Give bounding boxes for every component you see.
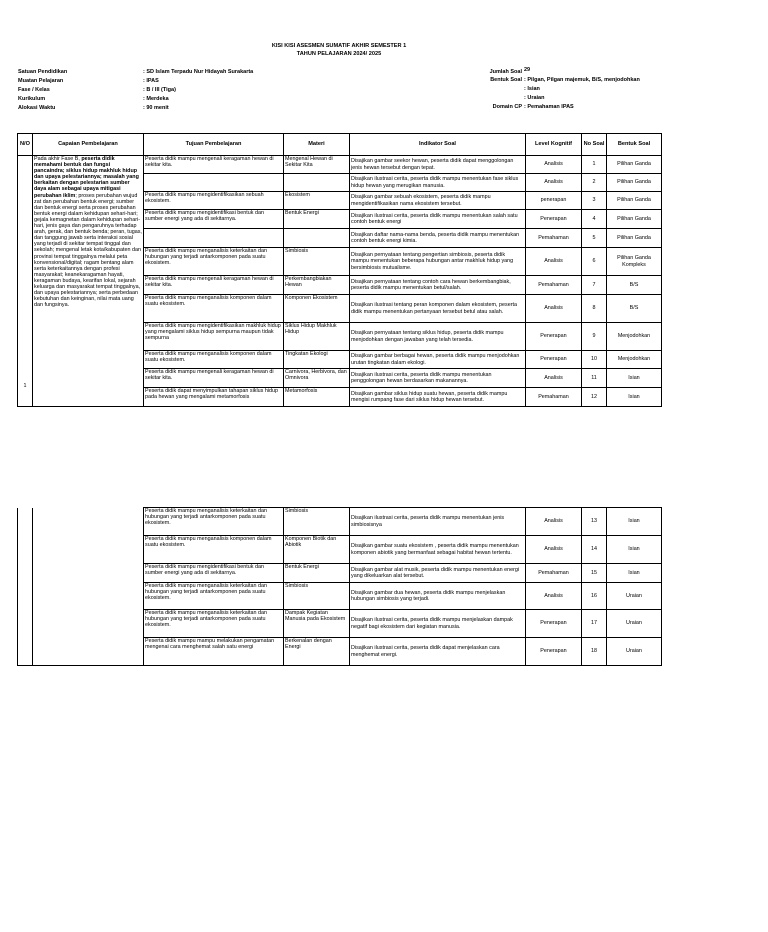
header-indikator-soal: Indikator Soal — [350, 134, 526, 156]
tujuan-pembelajaran-cell: Peserta didik mampu menganalisis keterkaitan dan hubungan yang terjadi antarkomponen pada suatu ekosistem. — [144, 583, 284, 610]
header-no-soal: No Soal — [582, 134, 607, 156]
identity-value-muatan-pelajaran: : IPAS — [143, 78, 159, 84]
capaian-pembelajaran-cell — [33, 156, 144, 407]
no-soal-cell: 5 — [582, 229, 607, 248]
capaian-pembelajaran-cell-continued — [33, 508, 144, 666]
materi-cell: Tingkatan Ekologi — [284, 351, 350, 369]
bentuk-soal-cell: Pilihan Ganda Kompleks — [607, 248, 662, 276]
header-materi: Materi — [284, 134, 350, 156]
bentuk-soal-cell: Uraian — [607, 610, 662, 638]
tujuan-pembelajaran-cell: Peserta didik mampu mengidentifikasi bentuk dan sumber energi yang ada di sekitarnya. — [144, 564, 284, 583]
materi-cell: Perkembangbiakan Hewan — [284, 276, 350, 295]
table-header-row — [18, 134, 662, 156]
nomor-cell — [18, 156, 33, 407]
bentuk-soal-cell: Pilihan Ganda — [607, 229, 662, 248]
materi-cell: Dampak Kegiatan Manusia pada Ekosistem — [284, 610, 350, 638]
tujuan-pembelajaran-cell: Peserta didik mampu mengidentifikasikan makhluk hidup yang mengalami siklus hidup sempurna maupun tidak sempurna — [144, 323, 284, 351]
tujuan-pembelajaran-cell: Peserta didik mampu menganalisis keterkaitan dan hubungan yang terjadi antarkomponen pada suatu ekosistem. — [144, 508, 284, 536]
bentuk-soal-value-isian: : Isian — [524, 86, 540, 92]
level-kognitif-cell: Analisis — [526, 295, 582, 323]
bentuk-soal-cell: B/S — [607, 295, 662, 323]
level-kognitif-cell: Analisis — [526, 508, 582, 536]
capaian-key-text: peserta didik memahami bentuk dan fungsi pancaindra; siklus hidup makhluk hidup dan upaya pelestariannya; masalah yang berkaitan dengan pelestarian sumber daya alam sebagai upaya mitigasi perubahan iklim — [34, 156, 139, 199]
identity-value-alokasi-waktu: : 90 menit — [143, 105, 169, 111]
level-kognitif-cell: Analisis — [526, 248, 582, 276]
materi-cell: Siklus Hidup Makhluk Hidup — [284, 323, 350, 351]
materi-cell: Komponen Biotik dan Abiotik — [284, 536, 350, 564]
level-kognitif-cell: Analisis — [526, 156, 582, 174]
level-kognitif-cell: Analisis — [526, 583, 582, 610]
tujuan-pembelajaran-cell: Peserta didik mampu menganalisis komponen dalam suatu ekosistem. — [144, 351, 284, 369]
tujuan-pembelajaran-cell: Peserta didik dapat menyimpulkan tahapan siklus hidup pada hewan yang mengalami metamorfosis — [144, 388, 284, 407]
header-no: N/O — [18, 134, 33, 156]
materi-cell: Metamorfosis — [284, 388, 350, 407]
indikator-soal-cell: Disajikan pernyataan tentang siklus hidup, peserta didik mampu menjodohkan dengan jawaban yang telah tersedia. — [350, 323, 526, 351]
table-row-13 — [18, 508, 662, 536]
jumlah-soal-label: Jumlah Soal — [489, 69, 522, 75]
materi-cell: Simbiosis — [284, 583, 350, 610]
level-kognitif-cell: Pemahaman — [526, 229, 582, 248]
materi-cell — [284, 174, 350, 192]
header-bentuk-soal: Bentuk Soal — [607, 134, 662, 156]
no-soal-cell: 14 — [582, 536, 607, 564]
bentuk-soal-cell: Menjodohkan — [607, 323, 662, 351]
table-row-1 — [18, 156, 662, 174]
identity-label-muatan-pelajaran: Muatan Pelajaran — [18, 78, 64, 84]
no-soal-cell: 17 — [582, 610, 607, 638]
tujuan-pembelajaran-cell — [144, 229, 284, 248]
indikator-soal-cell: Disajikan ilustrasi cerita, peserta didik mampu menentukan fase siklus hidup hewan yang merugikan manusia. — [350, 174, 526, 192]
bentuk-soal-cell: Isian — [607, 369, 662, 388]
no-soal-cell: 15 — [582, 564, 607, 583]
materi-cell: Ekosistem — [284, 192, 350, 210]
identity-value-satuan-pendidikan: : SD Islam Terpadu Nur Hidayah Surakarta — [143, 69, 254, 75]
bentuk-soal-cell: Uraian — [607, 583, 662, 610]
level-kognitif-cell: Penerapan — [526, 323, 582, 351]
tujuan-pembelajaran-cell: Peserta didik mampu menganalisis keterkaitan dan hubungan yang terjadi antarkomponen pada suatu ekosistem. — [144, 248, 284, 276]
indikator-soal-cell: Disajikan pernyataan tentang contoh cara hewan berkembangbiak, peserta didik mampu menentukan betul/salah. — [350, 276, 526, 295]
identity-label-satuan-pendidikan: Satuan Pendidikan — [18, 69, 68, 75]
materi-cell: Komponen Ekosistem — [284, 295, 350, 323]
table-body-page-1 — [18, 156, 662, 407]
indikator-soal-cell: Disajikan gambar suatu ekosistem , peserta didik mampu menentukan komponen abiotik yang bermanfaat sebagai habitat hewan tertentu. — [350, 536, 526, 564]
tujuan-pembelajaran-cell: Peserta didik mampu menganalisis komponen dalam suatu ekosistem. — [144, 295, 284, 323]
document-subtitle: TAHUN PELAJARAN 2024/ 2025 — [296, 51, 382, 57]
bentuk-soal-cell: Pilihan Ganda — [607, 174, 662, 192]
bentuk-soal-cell: Isian — [607, 388, 662, 407]
identity-label-fase-kelas: Fase / Kelas — [18, 87, 50, 93]
no-soal-cell: 16 — [582, 583, 607, 610]
bentuk-soal-cell: B/S — [607, 276, 662, 295]
tujuan-pembelajaran-cell: Peserta didik mampu mengenali keragaman hewan di sekitar kita. — [144, 156, 284, 174]
level-kognitif-cell: Penerapan — [526, 610, 582, 638]
kisi-table-page-1 — [17, 133, 662, 407]
tujuan-pembelajaran-cell: Peserta didik mampu mengidentifikasi bentuk dan sumber energi yang ada di sekitarnya. — [144, 210, 284, 229]
tujuan-pembelajaran-cell: Peserta didik mampu mampu melakukan pengamatan mengenai cara menghemat salah satu energi — [144, 638, 284, 666]
indikator-soal-cell: Disajikan ilustrasi tentang peran komponen dalam ekosistem, peserta didik mampu menentukan pertanyaan tersebut betul atau salah. — [350, 295, 526, 323]
level-kognitif-cell: Analisis — [526, 536, 582, 564]
materi-cell: Simbiosis — [284, 508, 350, 536]
bentuk-soal-cell: Pilihan Ganda — [607, 156, 662, 174]
indikator-soal-cell: Disajikan ilustrasi cerita, peserta didik mampu menjelaskan dampak negatif bagi ekosistem dari kegiatan manusia. — [350, 610, 526, 638]
bentuk-soal-cell: Isian — [607, 508, 662, 536]
materi-cell: Bentuk Energi — [284, 210, 350, 229]
tujuan-pembelajaran-cell: Peserta didik mampu menganalisis komponen dalam suatu ekosistem. — [144, 536, 284, 564]
no-soal-cell: 10 — [582, 351, 607, 369]
kisi-table-page-2 — [17, 507, 662, 666]
tujuan-pembelajaran-cell — [144, 174, 284, 192]
no-soal-cell: 13 — [582, 508, 607, 536]
no-soal-cell: 3 — [582, 192, 607, 210]
level-kognitif-cell: Analisis — [526, 369, 582, 388]
indikator-soal-cell: Disajikan gambar sebuah ekosistem, peserta didik mampu mengidentifikasikan nama ekosistem tersebut. — [350, 192, 526, 210]
no-soal-cell: 4 — [582, 210, 607, 229]
no-soal-cell: 1 — [582, 156, 607, 174]
bentuk-soal-cell: Pilihan Ganda — [607, 210, 662, 229]
capaian-rest-text: ; proses perubahan wujud zat dan perubahan bentuk energi; sumber dan bentuk energi serta proses perubahan bentuk energi dalam kehidupan sehari-hari; gejala kemagnetan dalam kehidupan sehari-hari, jenis gaya dan pengaruhnya terhadap arah, gerak, dan bentuk benda; peran, tugas, dan tanggung jawab serta interaksi sosial yang terjadi di sekitar tempat tinggal dan sekolah; mengenal letak kota/kabupaten dan provinsi tempat tinggalnya melalui peta konvensional/digital; ragam bentang alam serta keterkaitannya dengan profesi masyarakat; keanekaragaman hayati, keragaman budaya, kearifan lokal, sejarah keluarga dan masyarakat tempat tinggalnya, dan upaya pelestariannya; serta perbedaan kebutuhan dan keinginan, nilai mata uang dan fungsinya. — [34, 192, 142, 309]
indikator-soal-cell: Disajikan ilustrasi cerita, peserta didik mampu menentukan jenis simbiosisnya — [350, 508, 526, 536]
materi-cell: Mengenal Hewan di Sekitar Kita — [284, 156, 350, 174]
level-kognitif-cell: Pemahaman — [526, 564, 582, 583]
indikator-soal-cell: Disajikan gambar berbagai hewan, peserta didik mampu menjodohkan urutan tingkatan dalam ekologi. — [350, 351, 526, 369]
no-soal-cell: 12 — [582, 388, 607, 407]
level-kognitif-cell: Analisis — [526, 174, 582, 192]
level-kognitif-cell: penerapan — [526, 192, 582, 210]
identity-label-kurikulum: Kurikulum — [18, 96, 46, 102]
header-tujuan-pembelajaran: Tujuan Pembelajaran — [144, 134, 284, 156]
jumlah-soal-value: 29 — [524, 67, 531, 73]
indikator-soal-cell: Disajikan daftar nama-nama benda, peserta didik mampu menentukan contoh bentuk energi kimia. — [350, 229, 526, 248]
identity-label-alokasi-waktu: Alokasi Waktu — [18, 105, 56, 111]
header-level-kognitif: Level Kognitif — [526, 134, 582, 156]
materi-cell: Simbiosis — [284, 248, 350, 276]
no-soal-cell: 18 — [582, 638, 607, 666]
level-kognitif-cell: Pemahaman — [526, 388, 582, 407]
identity-value-kurikulum: : Merdeka — [143, 96, 169, 102]
level-kognitif-cell: Penerapan — [526, 351, 582, 369]
nomor-value: 1 — [23, 382, 27, 389]
domain-cp-value: : Pemahaman IPAS — [524, 104, 574, 110]
no-soal-cell: 8 — [582, 295, 607, 323]
tujuan-pembelajaran-cell: Peserta didik mampu menganalisis keterkaitan dan hubungan yang terjadi antarkomponen pada suatu ekosistem. — [144, 610, 284, 638]
identity-value-fase-kelas: : B / III (Tiga) — [143, 87, 176, 93]
nomor-cell-continued — [18, 508, 33, 666]
indikator-soal-cell: Disajikan gambar seekor hewan, peserta didik dapat menggolongan jenis hewan tersebut dengan tepat. — [350, 156, 526, 174]
level-kognitif-cell: Penerapan — [526, 210, 582, 229]
materi-cell — [284, 229, 350, 248]
no-soal-cell: 9 — [582, 323, 607, 351]
indikator-soal-cell: Disajikan pernyataan tentang pengertian simbiosis, peserta didik mampu menentukan beberapa hubungan antar makhluk hidup yang bersimbiosis mutualisme. — [350, 248, 526, 276]
tujuan-pembelajaran-cell: Peserta didik mampu mengidentifikasikan sebuah ekosistem. — [144, 192, 284, 210]
bentuk-soal-cell: Pilihan Ganda — [607, 192, 662, 210]
level-kognitif-cell: Pemahaman — [526, 276, 582, 295]
document-title: KISI KISI ASESMEN SUMATIF AKHIR SEMESTER 1 — [271, 43, 407, 49]
indikator-soal-cell: Disajikan ilustrasi cerita, peserta didik dapat menjelaskan cara menghemat energi. — [350, 638, 526, 666]
bentuk-soal-value-pilgan: : Pilgan, Pilgan majemuk, B/S, menjodohkan — [524, 77, 640, 83]
materi-cell: Berkenalan dengan Energi — [284, 638, 350, 666]
bentuk-soal-value-uraian: : Uraian — [524, 95, 545, 101]
indikator-soal-cell: Disajikan gambar siklus hidup suatu hewan, peserta didik mampu mengisi rumpang fase dari siklus hidup hewan tersebut. — [350, 388, 526, 407]
no-soal-cell: 2 — [582, 174, 607, 192]
level-kognitif-cell: Penerapan — [526, 638, 582, 666]
indikator-soal-cell: Disajikan ilustrasi cerita, peserta didik mampu menentukan penggolongan hewan berdasarkan makanannya. — [350, 369, 526, 388]
capaian-lead-text: Pada akhir Fase B, — [34, 156, 82, 162]
bentuk-soal-cell: Menjodohkan — [607, 351, 662, 369]
materi-cell: Bentuk Energi — [284, 564, 350, 583]
indikator-soal-cell: Disajikan gambar alat musik, peserta didik mampu menentukan energi yang dikeluarkan alat tersebut. — [350, 564, 526, 583]
indikator-soal-cell: Disajikan gambar dua hewan, peserta didik mampu menjelaskan hubungan simbiosis yang terjadi. — [350, 583, 526, 610]
header-capaian-pembelajaran: Capaian Pembelajaran — [33, 134, 144, 156]
domain-cp-label: Domain CP — [492, 104, 522, 110]
tujuan-pembelajaran-cell: Peserta didik mampu mengenali keragaman hewan di sekitar kita. — [144, 369, 284, 388]
no-soal-cell: 7 — [582, 276, 607, 295]
bentuk-soal-cell: Isian — [607, 536, 662, 564]
bentuk-soal-label: Bentuk Soal — [490, 77, 522, 83]
tujuan-pembelajaran-cell: Peserta didik mampu mengenali keragaman hewan di sekitar kita. — [144, 276, 284, 295]
bentuk-soal-cell: Uraian — [607, 638, 662, 666]
indikator-soal-cell: Disajikan ilustrasi cerita, peserta didik mampu menentukan salah satu contoh bentuk energi — [350, 210, 526, 229]
bentuk-soal-cell: Isian — [607, 564, 662, 583]
no-soal-cell: 11 — [582, 369, 607, 388]
table-body-page-2 — [18, 508, 662, 666]
no-soal-cell: 6 — [582, 248, 607, 276]
materi-cell: Carnivora, Herbivora, dan Omnivora — [284, 369, 350, 388]
